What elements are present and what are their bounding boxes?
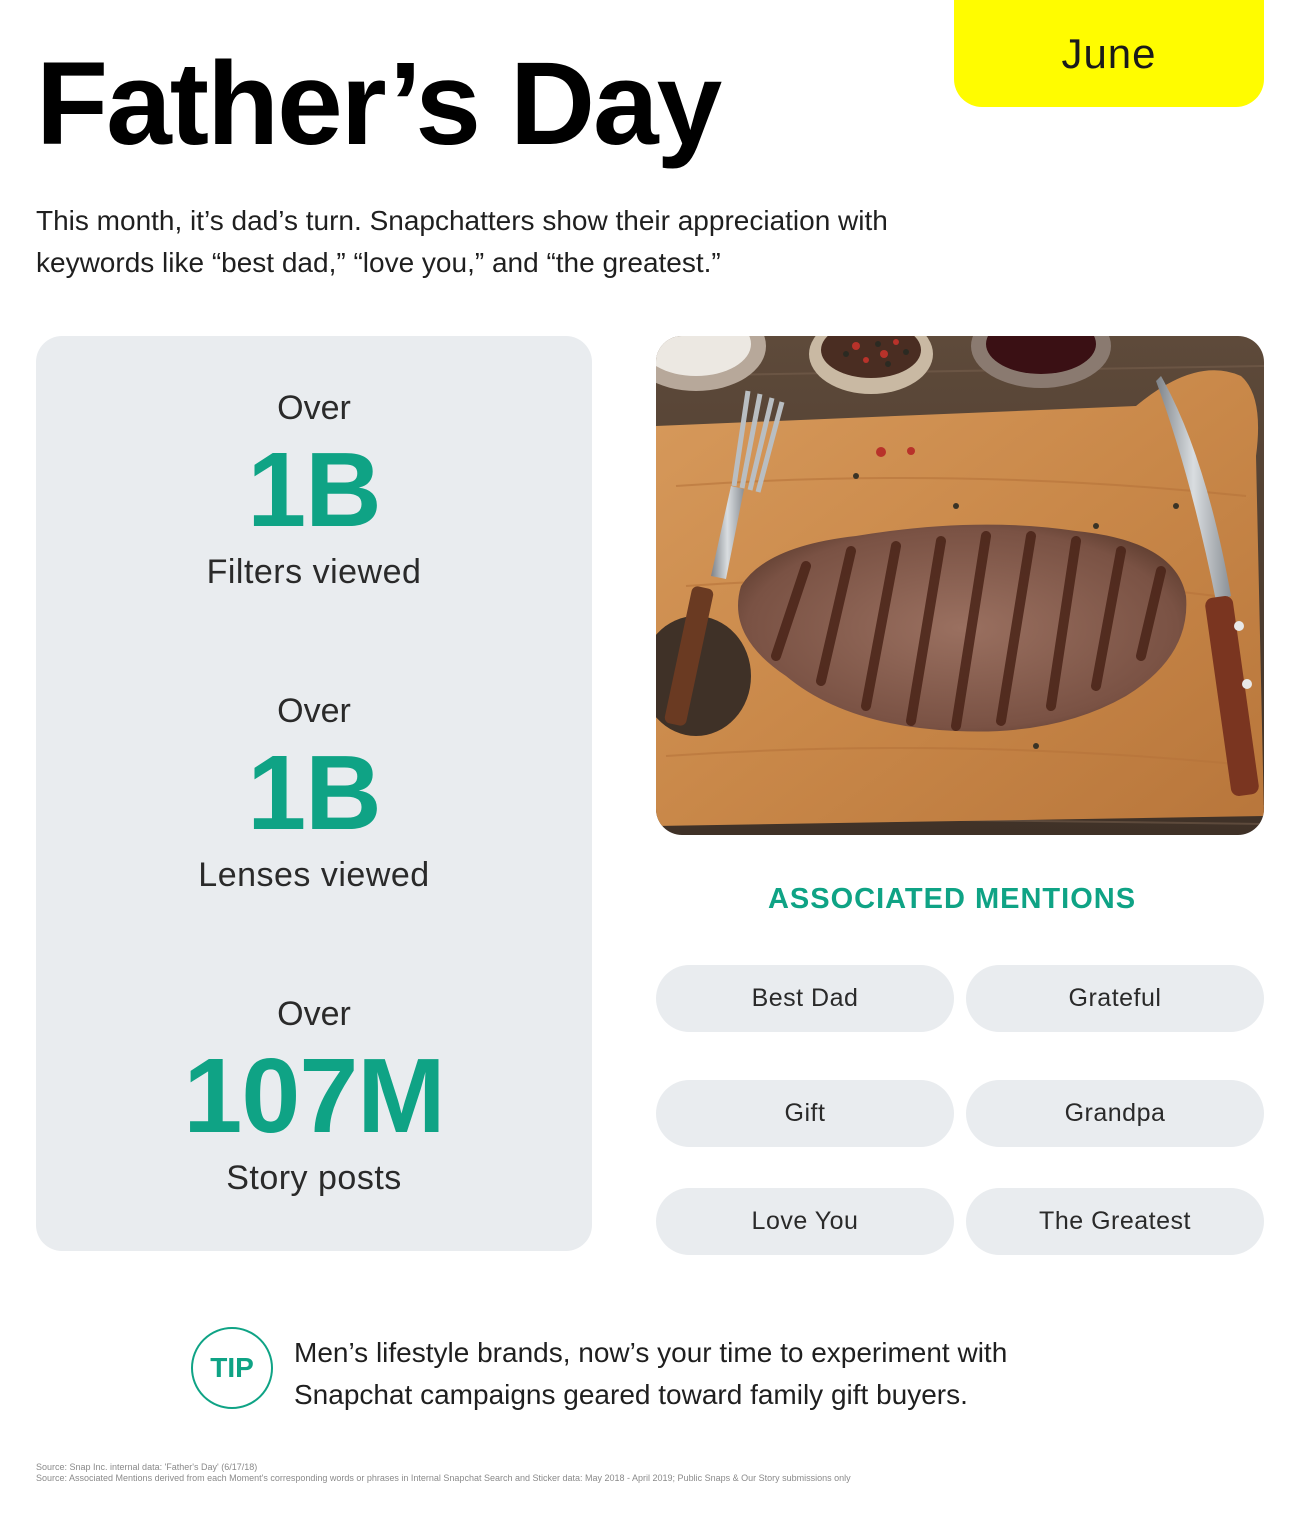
mention-pill: Gift [656, 1080, 954, 1147]
stat-prefix: Over [277, 389, 351, 427]
mention-pill: Love You [656, 1188, 954, 1255]
stat-label: Lenses viewed [198, 856, 430, 894]
source-note: Source: Snap Inc. internal data: 'Father's Day' (6/17/18) [36, 1462, 258, 1472]
source-note: Source: Associated Mentions derived from each Moment's corresponding words or phrases in Internal Snapchat Search and Sticker data: May 2018 - April 2019; Public Snaps & Our Story submissions only [36, 1473, 851, 1483]
stat-prefix: Over [277, 692, 351, 730]
stat-value: 1B [247, 431, 381, 549]
stat-prefix: Over [277, 995, 351, 1033]
steak-photo [656, 336, 1264, 835]
month-tab: June [954, 0, 1264, 107]
stat-label: Filters viewed [206, 553, 422, 591]
stat-story-posts [36, 992, 592, 1200]
stat-label: Story posts [226, 1159, 402, 1197]
tip-badge: TIP [191, 1327, 273, 1409]
stat-value: 107M [183, 1037, 445, 1155]
tip-text: Men’s lifestyle brands, now’s your time to experiment with Snapchat campaigns geared toward family gift buyers. [294, 1337, 1008, 1410]
stat-filters [36, 386, 592, 594]
stat-value: 1B [247, 734, 381, 852]
stats-card [36, 336, 592, 1251]
mention-pill: The Greatest [966, 1188, 1264, 1255]
mention-pill: Grandpa [966, 1080, 1264, 1147]
mentions-heading: ASSOCIATED MENTIONS [767, 883, 1137, 915]
stat-lenses [36, 689, 592, 897]
mention-pill: Grateful [966, 965, 1264, 1032]
intro-text: This month, it’s dad’s turn. Snapchatters show their appreciation with keywords like “best dad,” “love you,” and “the greatest.” [36, 205, 888, 278]
mention-pill: Best Dad [656, 965, 954, 1032]
page-title: Father’s Day [36, 38, 721, 170]
